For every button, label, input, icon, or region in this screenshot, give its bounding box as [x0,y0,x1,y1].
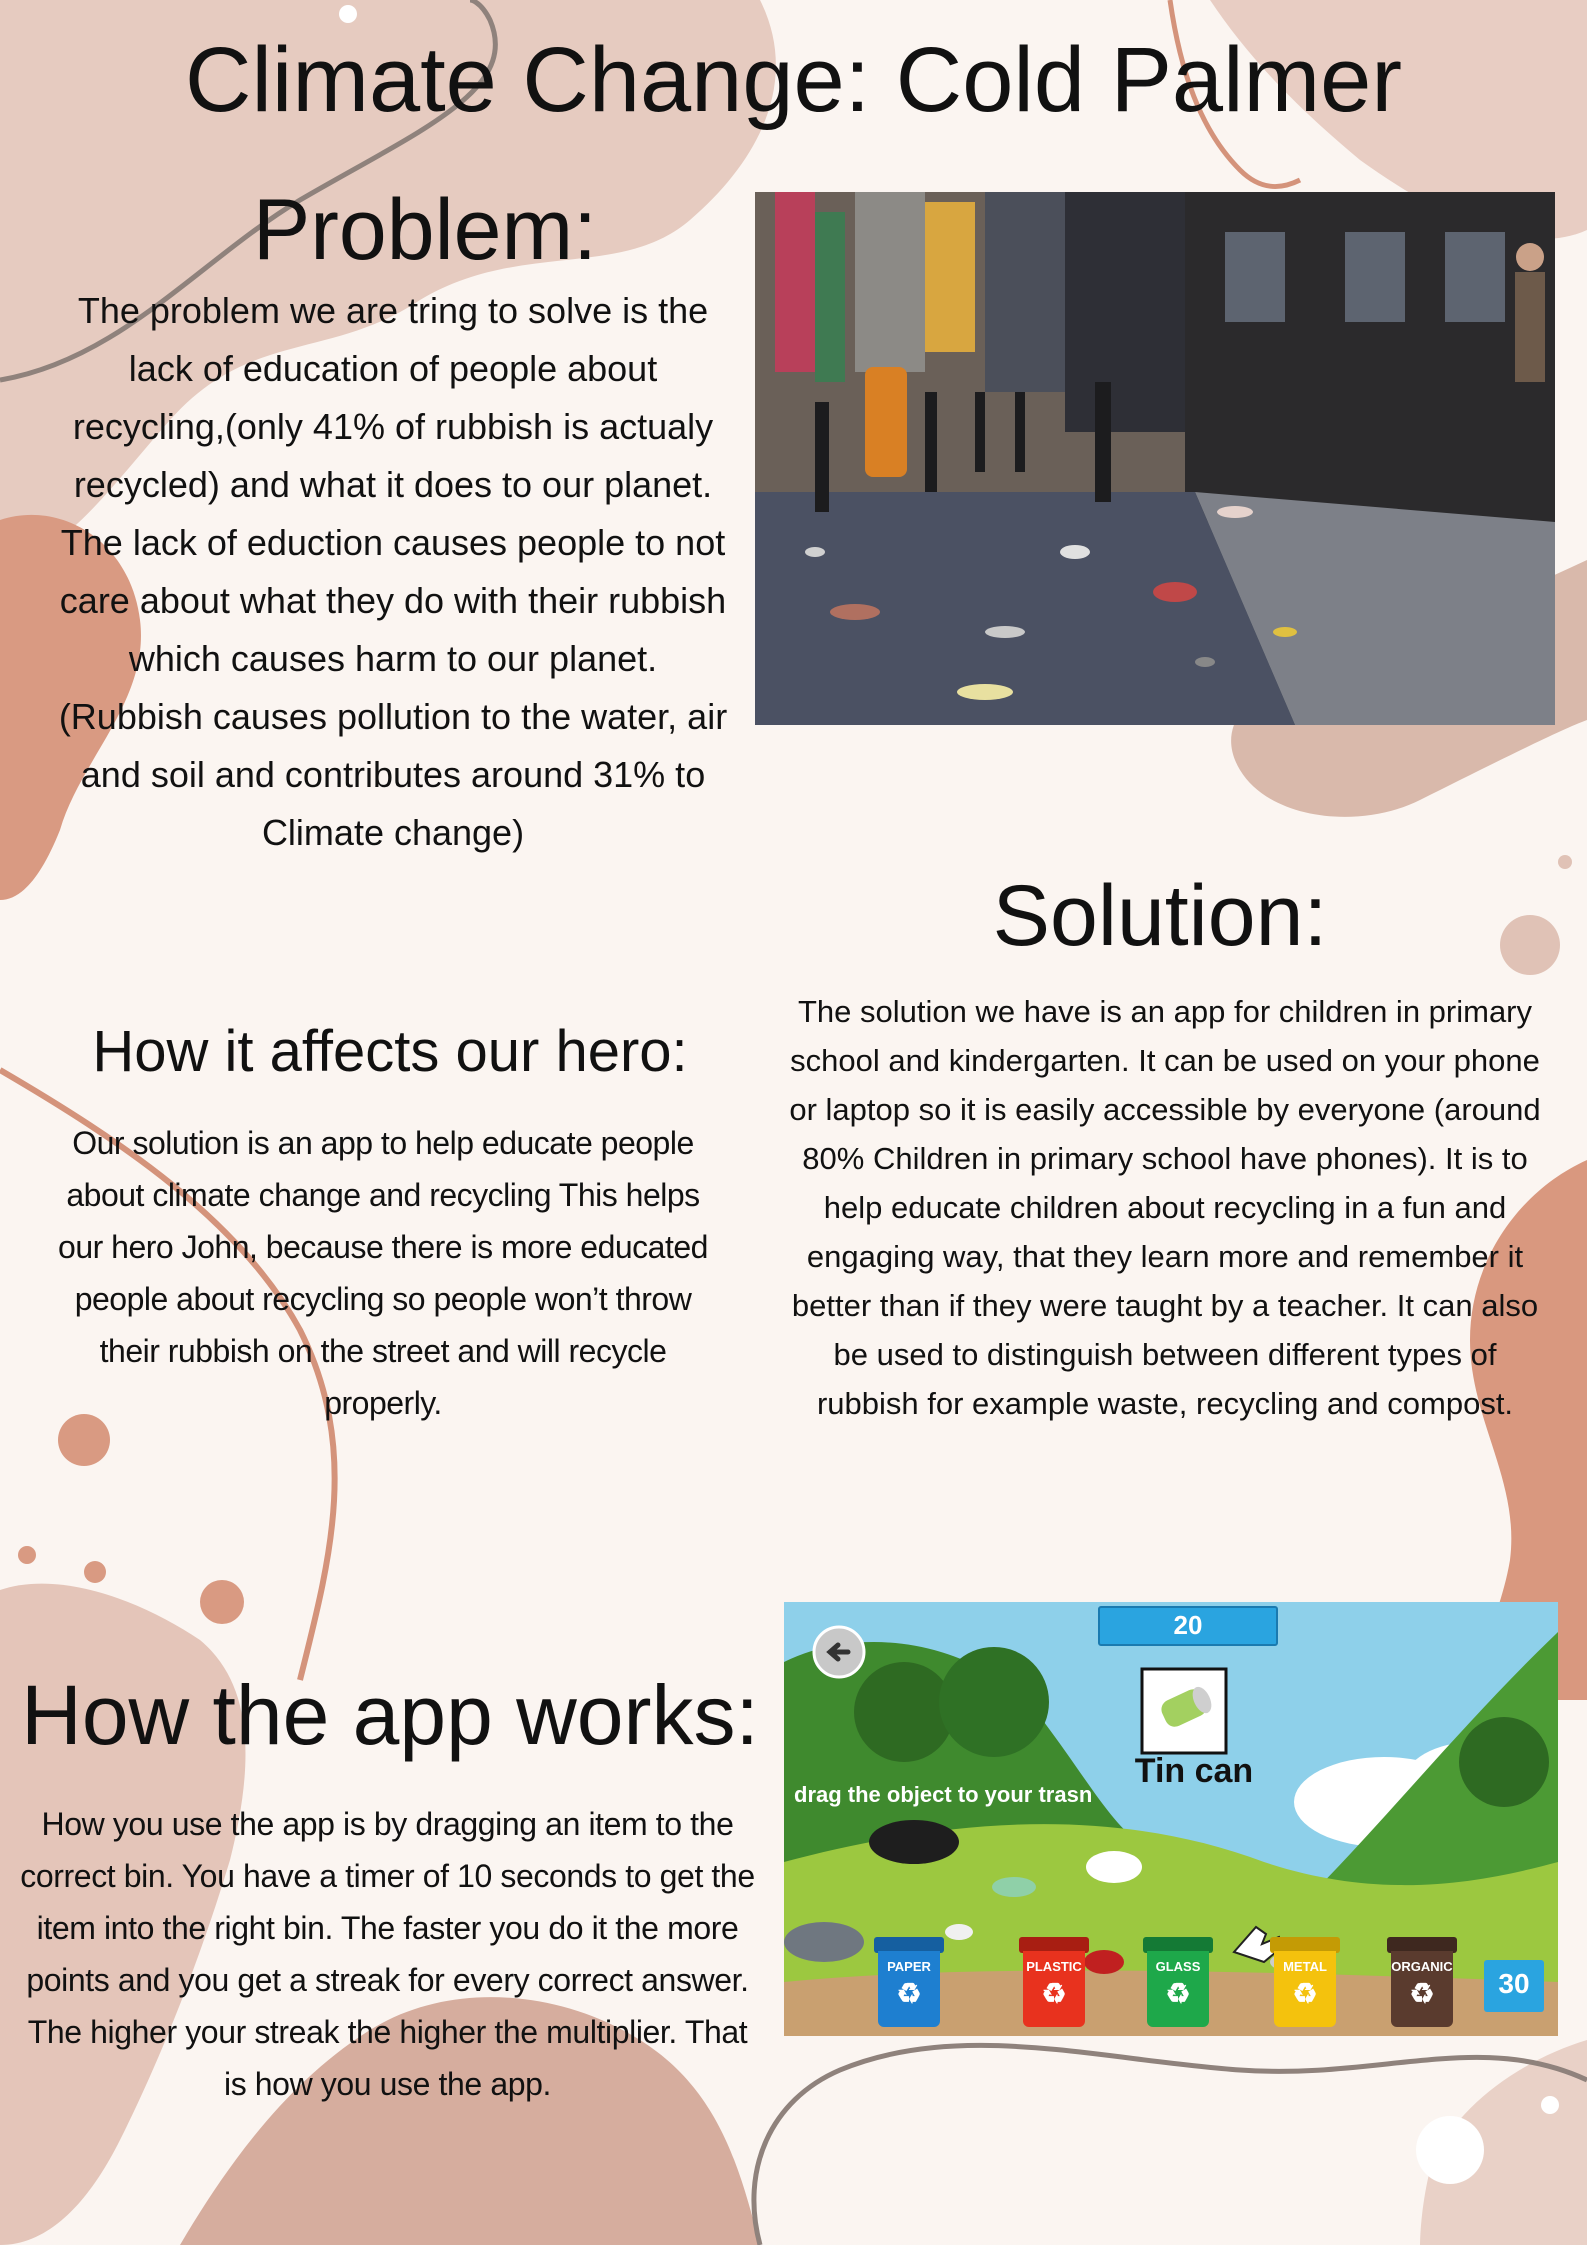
app-text: How you use the app is by dragging an item to the correct bin. You have a timer of 10 seconds to get the item into the right bin. The faster you do it the more points and you get a streak for every correct answer. The higher your streak the higher the multiplier. That is how you use the app. [20,1806,755,2102]
poster-title: Climate Change: Cold Palmer [185,29,1402,131]
bin-label: METAL [1283,1959,1327,1974]
bin-label: PLASTIC [1026,1959,1082,1974]
item-name: Tin can [1134,1752,1254,1790]
bin-plastic[interactable] [1019,1937,1089,2027]
bin-label: GLASS [1155,1959,1201,1974]
recycle-icon: ♻ [1165,1978,1191,2009]
littered-street-photo [755,192,1555,725]
problem-text: The problem we are tring to solve is the lack of education of people about recycling,(only 41% of rubbish is actualy recycled) and what it does to our planet. The lack of eduction causes people to not care about what they do with their rubbish which causes harm to our planet.(Rubbish causes pollution to the water, air and soil and contributes around 31% to Climate change) [58,290,728,853]
problem-heading: Problem: [252,182,598,278]
hero-text: Our solution is an app to help educate people about climate change and recycling This helps our hero John, because there is more educated people about recycling so people won’t throw their rubbish on the street and will recycle properly. [58,1125,708,1421]
timer-value: 30 [1498,1968,1530,1999]
bin-label: PAPER [887,1959,931,1974]
solution-heading: Solution: [992,868,1328,964]
recycle-icon: ♻ [1292,1978,1318,2009]
bin-glass[interactable] [1143,1937,1213,2027]
drag-instruction: drag the object to your trasn [794,1782,1093,1807]
app-heading: How the app works: [21,1668,759,1762]
app-game-screenshot [784,1602,1558,2036]
solution-text: The solution we have is an app for children in primary school and kindergarten. It can be used on your phone or laptop so it is easily accessible by everyone (around 80% Children in primary school have phones). It is to help educate children about recycling in a fun and engaging way, that they learn more and remember it better than if they were taught by a teacher. It can also be used to distinguish between different types of rubbish for example waste, recycling and compost. [789,994,1541,1421]
bin-organic[interactable] [1387,1937,1457,2027]
recycle-icon: ♻ [896,1978,922,2009]
score-value: 20 [1173,1610,1203,1640]
recycle-icon: ♻ [1041,1978,1067,2009]
bin-label: ORGANIC [1391,1959,1453,1974]
hand-cursor-icon [1234,1922,1284,1962]
bin-paper[interactable] [874,1937,944,2027]
back-button[interactable] [814,1627,864,1677]
recycle-icon: ♻ [1409,1978,1435,2009]
hero-heading: How it affects our hero: [92,1019,688,1084]
